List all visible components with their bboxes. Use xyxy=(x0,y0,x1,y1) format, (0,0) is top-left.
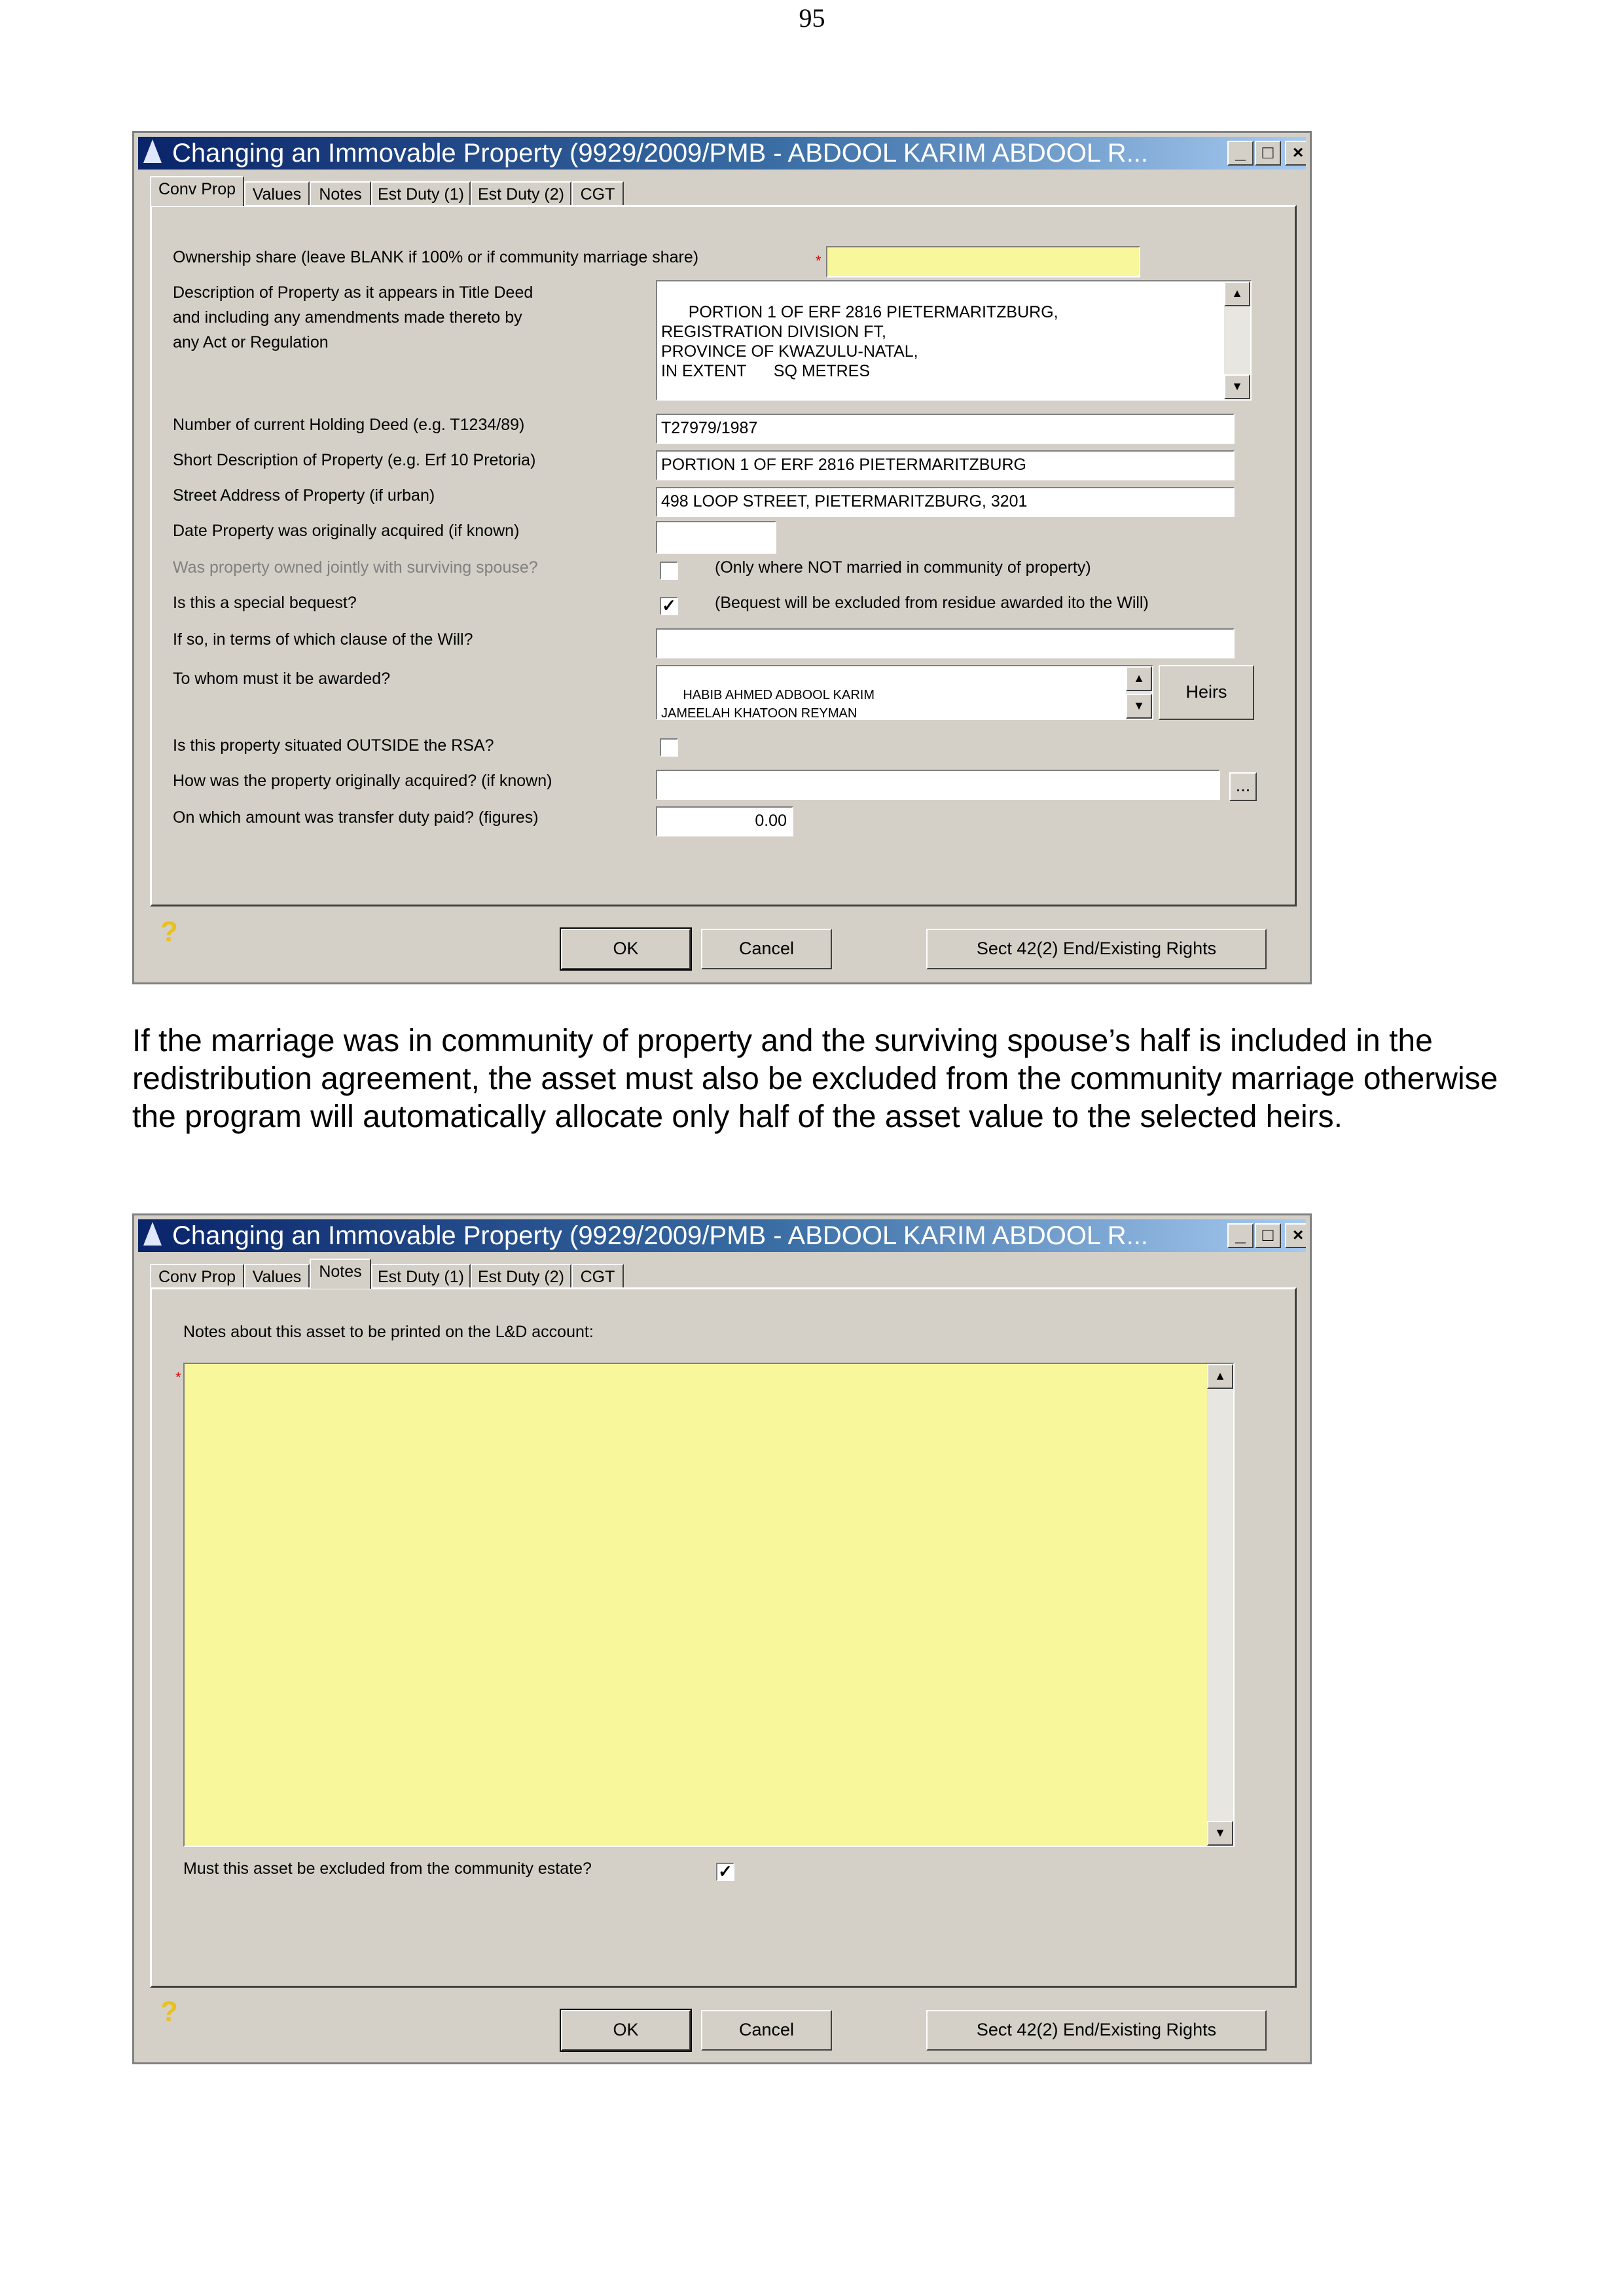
jointly-owned-label: Was property owned jointly with surviving spouse? xyxy=(173,558,538,577)
heirs-list-scrollbar[interactable] xyxy=(1126,666,1152,719)
outside-rsa-checkbox[interactable] xyxy=(660,738,678,757)
special-bequest-checkbox[interactable]: ✓ xyxy=(660,597,678,615)
will-clause-label: If so, in terms of which clause of the Will? xyxy=(173,630,473,649)
heirs-list-text: HABIB AHMED ADBOOL KARIM JAMEELAH KHATOON REYMAN xyxy=(661,688,875,720)
close-button[interactable]: × xyxy=(1285,1223,1306,1248)
exclude-community-label: Must this asset be excluded from the community estate? xyxy=(183,1859,592,1878)
description-scrollbar[interactable] xyxy=(1224,281,1250,399)
ok-button[interactable]: OK xyxy=(561,929,691,969)
tab-values[interactable]: Values xyxy=(244,1264,310,1289)
cancel-button[interactable]: Cancel xyxy=(701,2010,832,2051)
page-number: 95 xyxy=(799,3,825,33)
tab-values[interactable]: Values xyxy=(244,181,310,206)
close-button[interactable]: × xyxy=(1285,141,1306,166)
help-icon[interactable]: ? xyxy=(160,1996,178,2028)
tab-cgt[interactable]: CGT xyxy=(571,1264,624,1289)
jointly-owned-note: (Only where NOT married in community of property) xyxy=(715,558,1091,577)
tab-cgt[interactable]: CGT xyxy=(571,181,624,206)
required-marker: * xyxy=(175,1369,181,1386)
description-textarea[interactable] xyxy=(656,280,1252,401)
dialog-notes xyxy=(132,1213,1312,2064)
scroll-up-arrow-icon[interactable]: ▲ xyxy=(1207,1364,1233,1389)
window-title: Changing an Immovable Property (9929/2009/PMB - ABDOOL KARIM ABDOOL R... xyxy=(172,139,1149,168)
tab-est-duty-2[interactable]: Est Duty (2) xyxy=(471,1264,571,1289)
scroll-down-arrow-icon[interactable]: ▼ xyxy=(1126,694,1152,719)
app-icon xyxy=(143,1222,162,1246)
cancel-button[interactable]: Cancel xyxy=(701,929,832,969)
scroll-up-arrow-icon[interactable]: ▲ xyxy=(1126,666,1152,691)
heirs-button[interactable]: Heirs xyxy=(1159,665,1254,720)
holding-deed-input[interactable]: T27979/1987 xyxy=(656,414,1235,444)
holding-deed-label: Number of current Holding Deed (e.g. T1234/89) xyxy=(173,416,525,434)
conv-prop-panel xyxy=(150,205,1297,906)
minimize-button[interactable]: _ xyxy=(1227,141,1254,166)
window-title: Changing an Immovable Property (9929/2009/PMB - ABDOOL KARIM ABDOOL R... xyxy=(172,1221,1149,1250)
tab-conv-prop[interactable]: Conv Prop xyxy=(150,176,244,206)
ownership-label: Ownership share (leave BLANK if 100% or if community marriage share) xyxy=(173,248,699,266)
special-bequest-label: Is this a special bequest? xyxy=(173,594,357,612)
title-bar[interactable] xyxy=(138,1219,1306,1252)
acquired-how-label: How was the property originally acquired? (if known) xyxy=(173,772,552,790)
description-text: PORTION 1 OF ERF 2816 PIETERMARITZBURG, REGISTRATION DIVISION FT, PROVINCE OF KWAZULU-NATAL, IN EXTENT SQ METRES xyxy=(661,303,1058,380)
short-description-label: Short Description of Property (e.g. Erf 10 Pretoria) xyxy=(173,451,536,469)
date-acquired-input[interactable] xyxy=(656,521,776,554)
street-address-input[interactable]: 498 LOOP STREET, PIETERMARITZBURG, 3201 xyxy=(656,487,1235,517)
description-label: Description of Property as it appears in Title Deed and including any amendments made thereto by any Act or Regulation xyxy=(173,283,533,351)
tab-est-duty-1[interactable]: Est Duty (1) xyxy=(371,181,471,206)
ok-button[interactable]: OK xyxy=(561,2010,691,2051)
jointly-owned-checkbox[interactable] xyxy=(660,562,678,580)
outside-rsa-label: Is this property situated OUTSIDE the RSA? xyxy=(173,736,494,755)
transfer-duty-label: On which amount was transfer duty paid? (figures) xyxy=(173,808,539,827)
date-acquired-label: Date Property was originally acquired (if known) xyxy=(173,522,520,540)
heirs-list[interactable] xyxy=(656,665,1153,720)
dialog-conv-prop xyxy=(132,131,1312,984)
short-description-input[interactable]: PORTION 1 OF ERF 2816 PIETERMARITZBURG xyxy=(656,450,1235,480)
will-clause-input[interactable] xyxy=(656,628,1235,658)
scroll-down-arrow-icon[interactable]: ▼ xyxy=(1224,374,1250,399)
notes-scrollbar[interactable] xyxy=(1207,1364,1233,1846)
required-marker: * xyxy=(816,253,821,269)
transfer-duty-input[interactable]: 0.00 xyxy=(656,806,793,836)
acquired-how-input[interactable] xyxy=(656,770,1220,800)
minimize-button[interactable]: _ xyxy=(1227,1223,1254,1248)
tab-notes[interactable]: Notes xyxy=(310,181,371,206)
maximize-button[interactable]: □ xyxy=(1255,1223,1281,1248)
notes-textarea[interactable] xyxy=(183,1363,1235,1847)
notes-label: Notes about this asset to be printed on the L&D account: xyxy=(183,1323,594,1341)
acquired-lookup-button[interactable]: ... xyxy=(1229,772,1257,801)
help-icon[interactable]: ? xyxy=(160,916,178,948)
scroll-up-arrow-icon[interactable]: ▲ xyxy=(1224,281,1250,306)
tab-est-duty-2[interactable]: Est Duty (2) xyxy=(471,181,571,206)
tab-conv-prop[interactable]: Conv Prop xyxy=(150,1264,244,1289)
sect-42-button[interactable]: Sect 42(2) End/Existing Rights xyxy=(926,929,1267,969)
title-bar[interactable] xyxy=(138,137,1306,170)
ownership-share-input[interactable] xyxy=(826,246,1140,278)
sect-42-button[interactable]: Sect 42(2) End/Existing Rights xyxy=(926,2010,1267,2051)
tab-notes[interactable]: Notes xyxy=(310,1259,371,1289)
explanation-paragraph: If the marriage was in community of property and the surviving spouse’s half is included in the redistribution agreement, the asset must also be excluded from the community marriage otherwise the program will automatically allocate only half of the asset value to the selected heirs. xyxy=(132,1024,1498,1134)
special-bequest-note: (Bequest will be excluded from residue awarded ito the Will) xyxy=(715,594,1149,612)
street-address-label: Street Address of Property (if urban) xyxy=(173,486,435,505)
notes-panel xyxy=(150,1287,1297,1988)
scroll-down-arrow-icon[interactable]: ▼ xyxy=(1207,1821,1233,1846)
exclude-community-checkbox[interactable]: ✓ xyxy=(716,1863,734,1881)
maximize-button[interactable]: □ xyxy=(1255,141,1281,166)
tab-est-duty-1[interactable]: Est Duty (1) xyxy=(371,1264,471,1289)
app-icon xyxy=(143,139,162,163)
awarded-to-label: To whom must it be awarded? xyxy=(173,670,391,688)
